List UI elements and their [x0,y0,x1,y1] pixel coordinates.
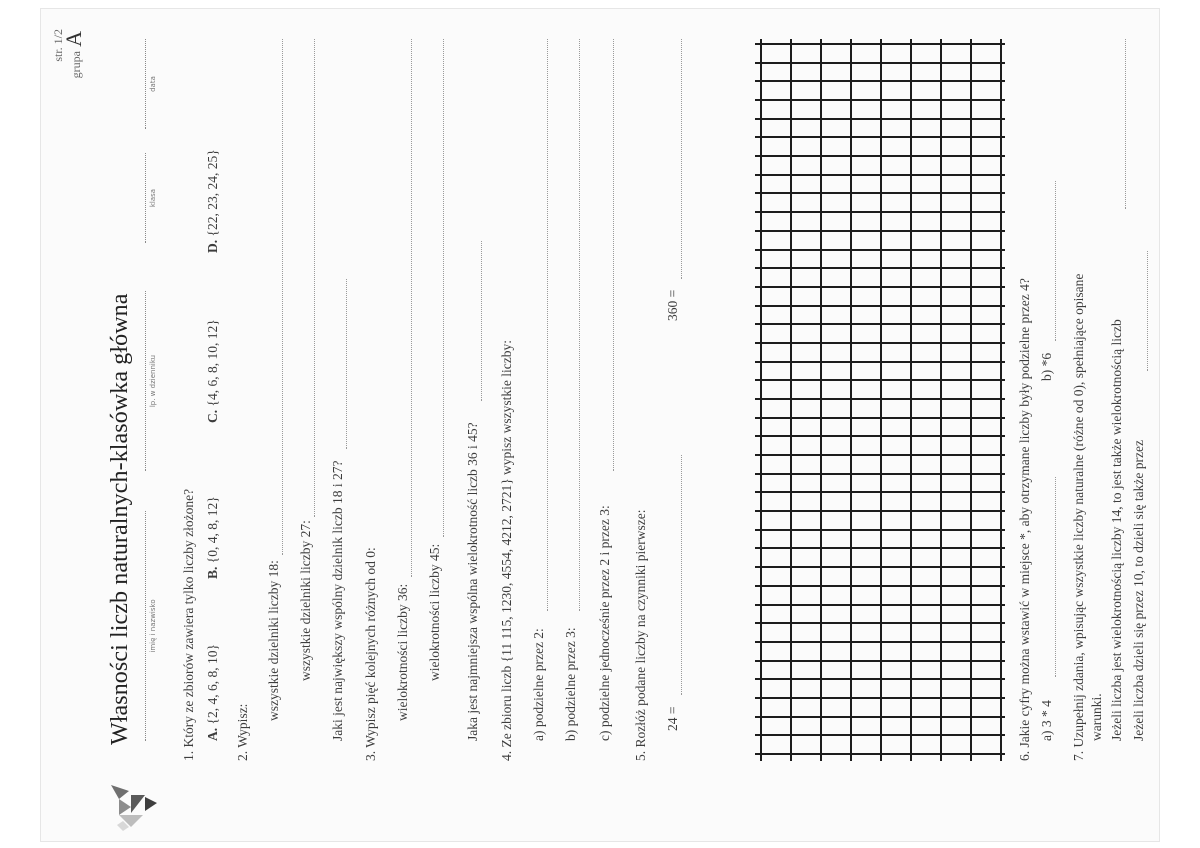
grid-line-vertical [755,249,1005,251]
page-title: Własności liczb naturalnych-klasówka główna [107,293,133,745]
q1-option-b[interactable] [205,496,221,579]
q4-b-answer[interactable] [579,39,580,611]
grid-line-vertical [755,136,1005,138]
grid-line-vertical [755,454,1005,456]
q6-b-answer[interactable] [1055,181,1056,341]
q2-gcd-answer[interactable] [346,279,347,449]
grid-line-vertical [755,192,1005,194]
grid-line-vertical [755,753,1005,755]
q1-option-b-value: {0, 4, 8, 12} [205,496,220,564]
q1-option-d-label: D. [205,239,220,253]
q2-divisors-18-answer[interactable] [282,39,283,555]
q1-option-c[interactable] [205,319,221,423]
q7-line-2-answer[interactable] [1147,251,1148,371]
q2-text: 2. Wypisz: [235,703,250,761]
q4-a-answer[interactable] [547,39,548,611]
q5-24-label: 24 = [665,706,680,731]
grid-line-horizontal [880,39,882,761]
q1-option-a[interactable] [205,644,221,741]
q1-option-c-label: C. [205,409,220,423]
grid-line-vertical [755,305,1005,307]
grid-line-horizontal [820,39,822,761]
q7-line-2: Jeżeli liczba dzieli się przez 10, to dzieli się także przez [1131,440,1146,741]
q7-text-cont: warunki. [1089,693,1104,741]
q2-divisors-18-label: wszystkie dzielniki liczby 18: [266,560,281,721]
grid-line-vertical [755,510,1005,512]
date-caption: data [149,76,157,92]
q3-multiples-36-label: wielokrotności liczby 36: [395,583,410,721]
q1-option-a-value: {2, 4, 6, 8, 10} [205,644,220,725]
grid-line-vertical [755,435,1005,437]
q5-text: 5. Rozłóż podane liczby na czynniki pierwsze: [633,509,648,761]
q1-option-c-value: {4, 6, 8, 10, 12} [205,319,220,407]
grid-line-horizontal [1000,39,1002,761]
grid-line-vertical [755,566,1005,568]
q3-multiples-36-answer[interactable] [411,39,412,577]
q1-option-d-value: {22, 23, 24, 25} [205,149,220,237]
grid-line-vertical [755,547,1005,549]
q7-line-1-answer[interactable] [1125,39,1126,209]
q2-gcd-question: Jaki jest największy wspólny dzielnik liczb 18 i 27? [330,460,345,741]
grid-line-vertical [755,678,1005,680]
grid-line-horizontal [970,39,972,761]
q2-divisors-27-answer[interactable] [314,39,315,517]
grid-line-vertical [755,43,1005,45]
grid-line-horizontal [790,39,792,761]
grid-line-vertical [755,716,1005,718]
class-field[interactable] [145,153,163,243]
q3-multiples-45-answer[interactable] [443,39,444,537]
q1-text: 1. Który ze zbiorów zawiera tylko liczby złożone? [181,488,196,761]
q6-b-label: b) *6 [1039,352,1054,381]
page-number: str. 1/2 [51,29,65,62]
q1-option-d[interactable] [205,149,221,253]
name-field-caption: imię i nazwisko [149,599,157,653]
grid-line-vertical [755,267,1005,269]
q4-a-label: a) podzielne przez 2: [531,628,546,741]
grid-line-horizontal [940,39,942,761]
worksheet-page [41,9,1159,841]
q4-b-label: b) podzielne przez 3: [563,627,578,741]
grid-line-vertical [755,361,1005,363]
grid-line-vertical [755,99,1005,101]
q4-c-answer[interactable] [613,39,614,471]
grid-line-vertical [755,62,1005,64]
q3-text: 3. Wypisz pięć kolejnych różnych od 0: [363,547,378,761]
name-field[interactable] [145,511,163,741]
q3-lcm-answer[interactable] [481,241,482,401]
q3-lcm-question: Jaka jest najmniejsza wspólna wielokrotność liczb 36 i 45? [465,422,480,741]
grid-line-vertical [755,230,1005,232]
q7-line-1: Jeżeli liczba jest wielokrotnością liczby 14, to jest także wielokrotnością liczb [1109,319,1124,741]
q5-360-label: 360 = [665,289,680,321]
grid-line-vertical [755,660,1005,662]
grid-line-horizontal [910,39,912,761]
grid-line-vertical [755,604,1005,606]
grid-line-vertical [755,529,1005,531]
q1-option-a-label: A. [205,727,220,741]
q5-360-answer[interactable] [681,39,682,279]
class-caption: klasa [149,188,157,208]
q2-divisors-27-label: wszystkie dzielniki liczby 27: [298,520,313,681]
q3-multiples-45-label: wielokrotności liczby 45: [427,543,442,681]
grid-line-vertical [755,379,1005,381]
grid-line-horizontal [850,39,852,761]
q4-c-label: c) podzielne jednocześnie przez 2 i przez 3: [597,505,612,741]
grid-line-vertical [755,585,1005,587]
grid-line-vertical [755,174,1005,176]
grid-line-vertical [755,155,1005,157]
grid-line-vertical [755,417,1005,419]
grid-line-vertical [755,697,1005,699]
q4-text: 4. Ze zbioru liczb {11 115, 1230, 4554, 4212, 2721} wypisz wszystkie liczby: [499,339,514,761]
grid-line-horizontal [760,39,762,761]
q5-24-answer[interactable] [681,455,682,695]
q7-text: 7. Uzupełnij zdania, wpisując wszystkie liczby naturalne (różne od 0), spełniające opisane [1071,273,1086,761]
grid-line-vertical [755,323,1005,325]
working-grid[interactable] [755,39,1005,761]
q6-a-answer[interactable] [1055,477,1056,677]
register-number-field[interactable] [145,291,163,471]
q6-a-label: a) 3 * 4 [1039,700,1054,741]
grid-line-vertical [755,286,1005,288]
worksheet-scan [40,8,1160,842]
tangram-bird-logo-icon [101,775,161,835]
date-field[interactable] [145,39,163,129]
grid-line-vertical [755,398,1005,400]
grid-line-vertical [755,734,1005,736]
group-label: grupa [69,51,83,79]
grid-line-vertical [755,80,1005,82]
grid-line-vertical [755,118,1005,120]
group-value: A [61,31,86,47]
grid-line-vertical [755,342,1005,344]
grid-line-vertical [755,211,1005,213]
q1-option-b-label: B. [205,566,220,579]
grid-line-vertical [755,641,1005,643]
q6-text: 6. Jakie cyfry można wstawić w miejsce *, aby otrzymane liczby były podzielne przez 4? [1017,278,1032,761]
grid-line-vertical [755,622,1005,624]
register-number-caption: lp. w dzienniku [149,354,157,408]
grid-line-vertical [755,491,1005,493]
grid-line-vertical [755,473,1005,475]
